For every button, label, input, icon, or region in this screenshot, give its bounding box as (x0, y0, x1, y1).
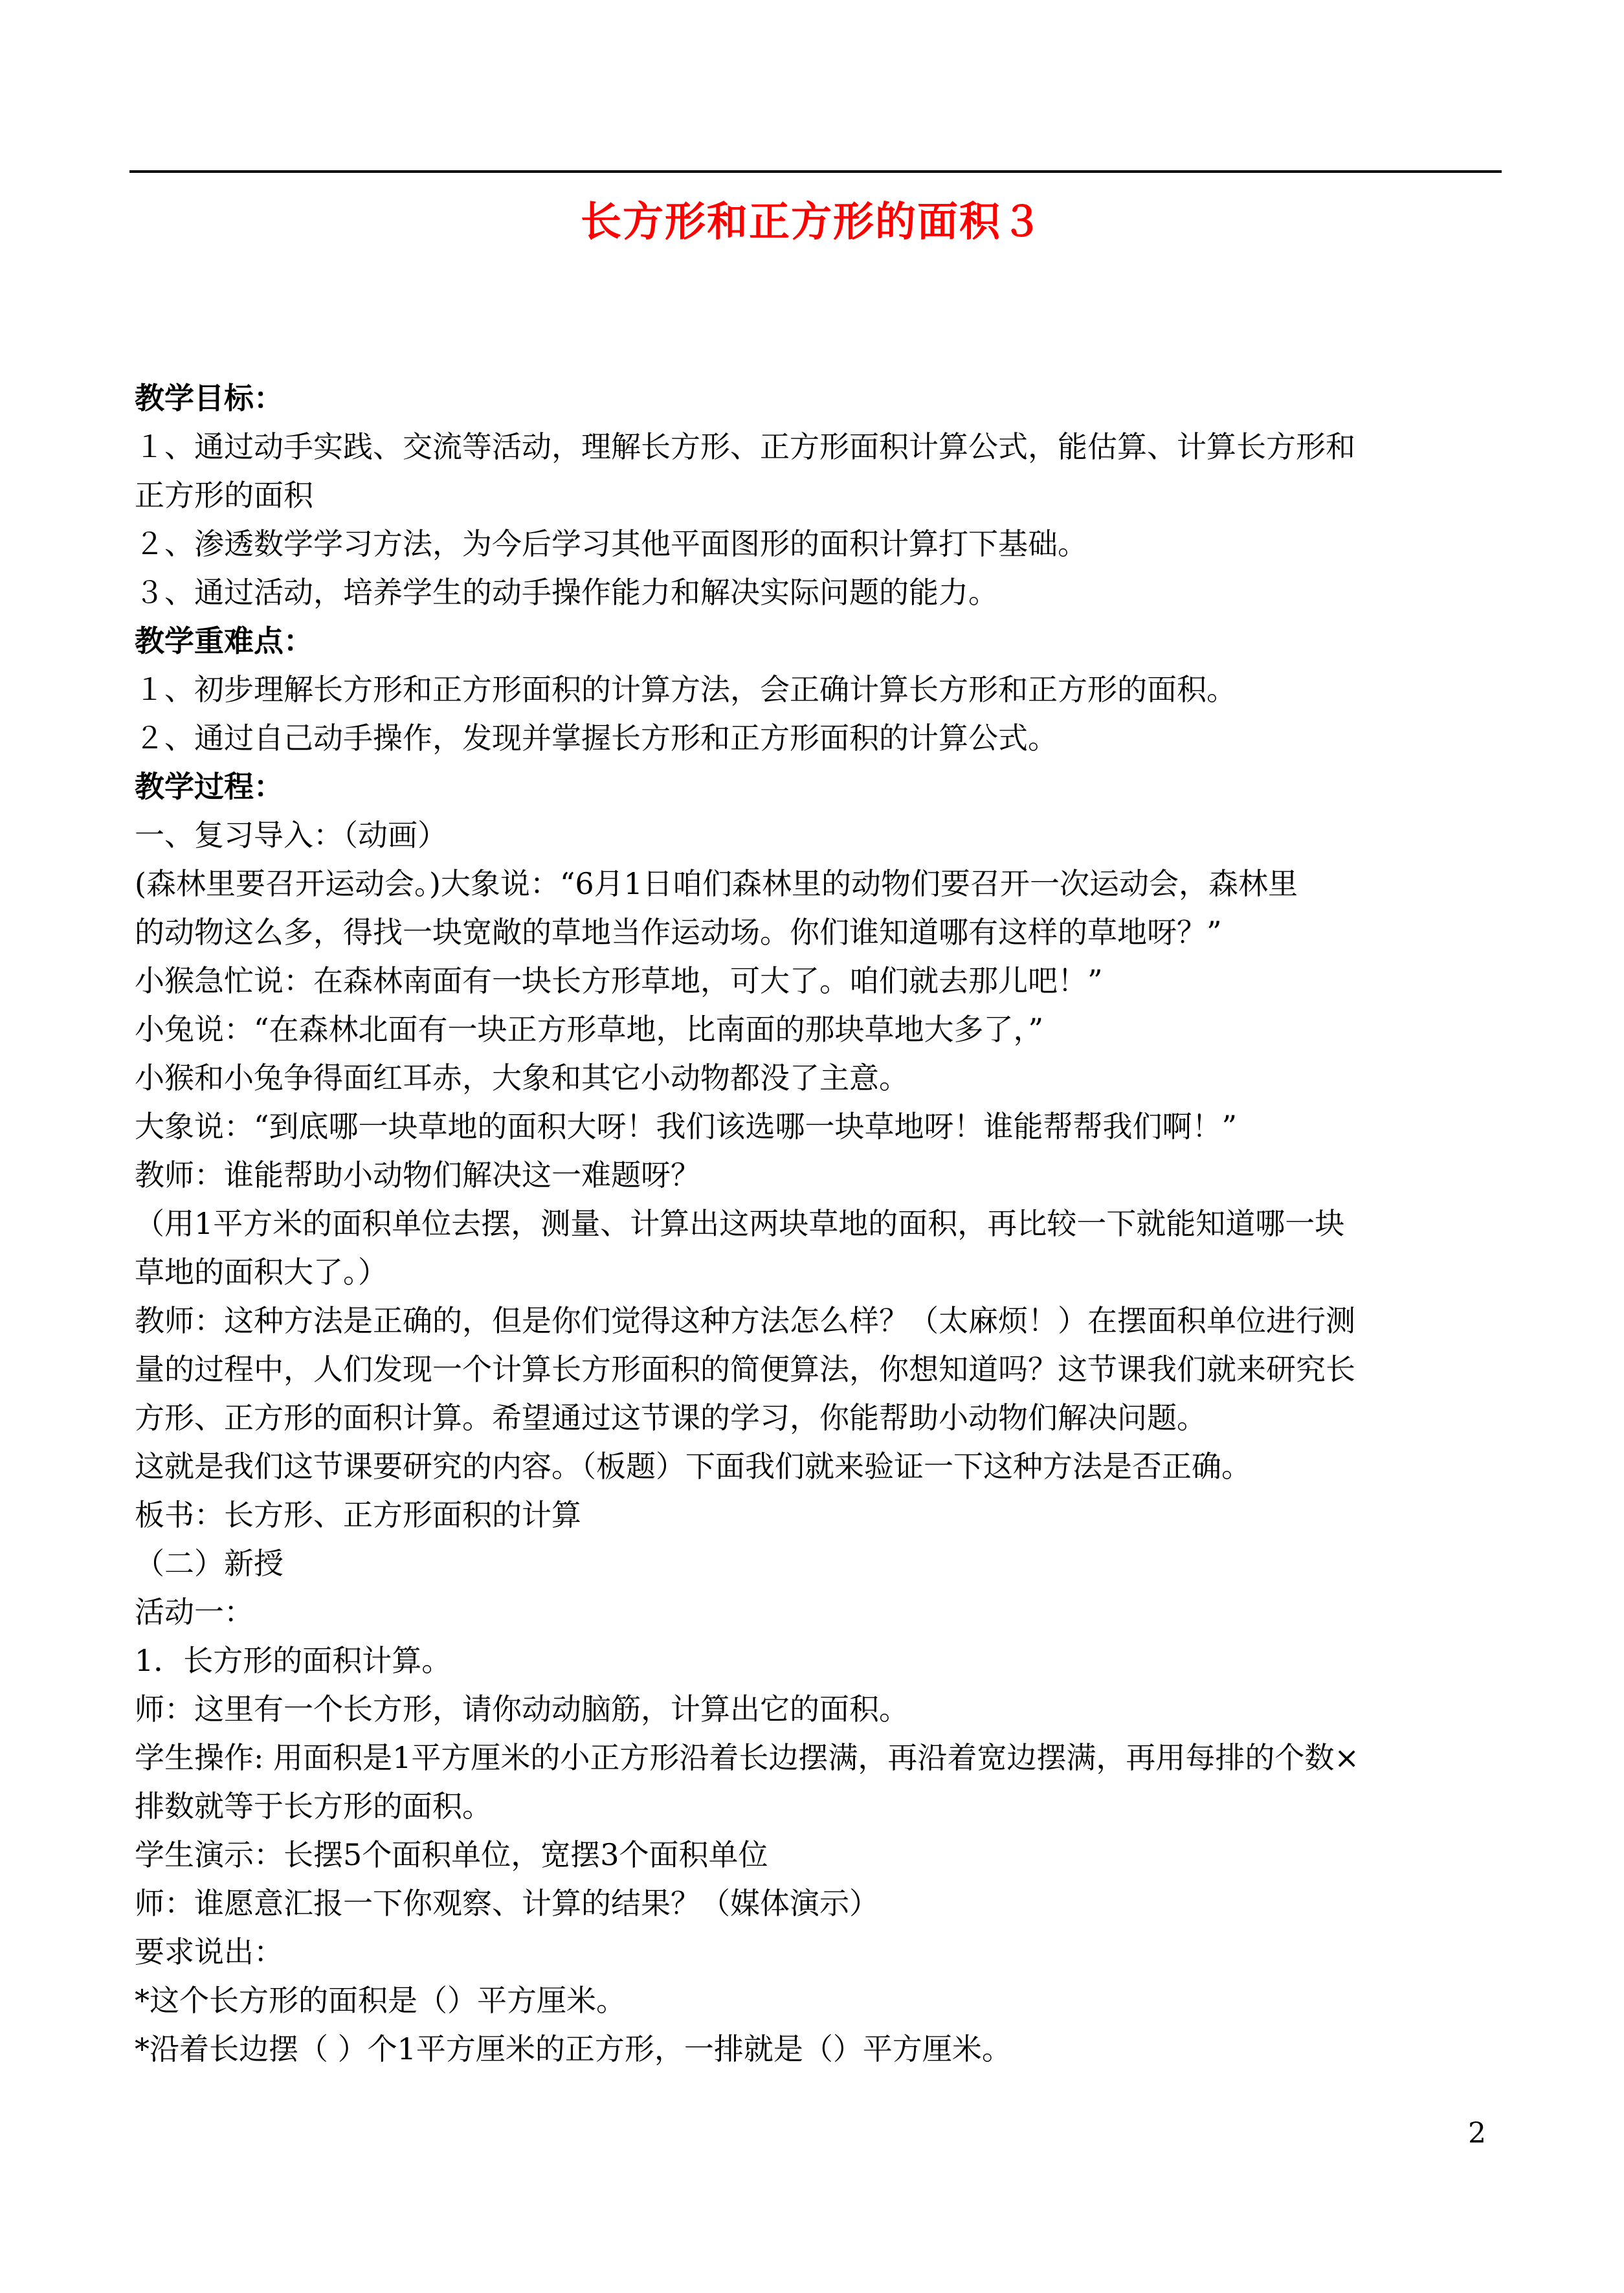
text-line: 1．长方形的面积计算。 (135, 1643, 452, 1678)
text-line: 学生操作: 用面积是1平方厘米的小正方形沿着长边摆满，再沿着宽边摆满，再用每排的个数× (135, 1740, 1359, 1775)
text-line: *沿着长边摆（ ）个1平方厘米的正方形，一排就是（）平方厘米。 (135, 2031, 1012, 2066)
document-title: 长方形和正方形的面积３ (581, 197, 1043, 245)
text-line: ２、通过自己动手操作，发现并掌握长方形和正方形面积的计算公式。 (135, 721, 1058, 755)
text-line: 板书：长方形、正方形面积的计算 (135, 1497, 581, 1532)
text-line: 活动一： (135, 1594, 254, 1629)
text-line: 方形、正方形的面积计算。希望通过这节课的学习，你能帮助小动物们解决问题。 (135, 1400, 1207, 1435)
page-number: 2 (1468, 2117, 1486, 2150)
text-line: （用1平方米的面积单位去摆，测量、计算出这两块草地的面积，再比较一下就能知道哪一块 (135, 1206, 1345, 1241)
text-line: 教师：这种方法是正确的，但是你们觉得这种方法怎么样？（太麻烦！）在摆面积单位进行测 (135, 1303, 1355, 1338)
text-line: 排数就等于长方形的面积。 (135, 1789, 492, 1824)
text-line: 大象说：“到底哪一块草地的面积大呀！我们该选哪一块草地呀！谁能帮帮我们啊！” (135, 1109, 1238, 1144)
text-line: (森林里要召开运动会。)大象说：“6月1日咱们森林里的动物们要召开一次运动会，森林里 (135, 866, 1298, 901)
document-body (135, 374, 1502, 2074)
text-line: 正方形的面积 (135, 478, 313, 513)
text-line: 要求说出： (135, 1934, 284, 1969)
text-line: 小猴急忙说：在森林南面有一块长方形草地，可大了。咱们就去那儿吧！” (135, 963, 1103, 998)
text-line: 草地的面积大了。） (135, 1255, 388, 1290)
text-line: ２、渗透数学学习方法，为今后学习其他平面图形的面积计算打下基础。 (135, 526, 1087, 561)
text-line: （二）新授 (135, 1546, 284, 1581)
text-line: 的动物这么多，得找一块宽敞的草地当作运动场。你们谁知道哪有这样的草地呀？” (135, 915, 1222, 950)
text-line: １、通过动手实践、交流等活动，理解长方形、正方形面积计算公式，能估算、计算长方形和 (135, 429, 1355, 464)
text-line: 量的过程中，人们发现一个计算长方形面积的简便算法，你想知道吗？这节课我们就来研究长 (135, 1352, 1355, 1387)
section-heading-key-points: 教学重难点： (135, 623, 313, 658)
section-heading-process: 教学过程： (135, 769, 284, 804)
text-line: 这就是我们这节课要研究的内容。（板题）下面我们就来验证一下这种方法是否正确。 (135, 1449, 1251, 1484)
text-line: *这个长方形的面积是（）平方厘米。 (135, 1983, 626, 2018)
text-line: １、初步理解长方形和正方形面积的计算方法，会正确计算长方形和正方形的面积。 (135, 672, 1236, 707)
text-line: 师：这里有一个长方形，请你动动脑筋，计算出它的面积。 (135, 1692, 909, 1727)
text-line: 一、复习导入：（动画） (135, 818, 447, 853)
header-rule (129, 170, 1502, 173)
section-heading-objectives: 教学目标： (135, 381, 284, 416)
text-line: 学生演示：长摆5个面积单位，宽摆3个面积单位 (135, 1837, 768, 1872)
text-line: 小猴和小兔争得面红耳赤，大象和其它小动物都没了主意。 (135, 1060, 909, 1095)
text-line: 师：谁愿意汇报一下你观察、计算的结果？（媒体演示） (135, 1886, 879, 1921)
text-line: 教师：谁能帮助小动物们解决这一难题呀？ (135, 1158, 700, 1192)
text-line: 小兔说：“在森林北面有一块正方形草地，比南面的那块草地大多了，” (135, 1012, 1044, 1047)
text-line: ３、通过活动，培养学生的动手操作能力和解决实际问题的能力。 (135, 575, 998, 610)
